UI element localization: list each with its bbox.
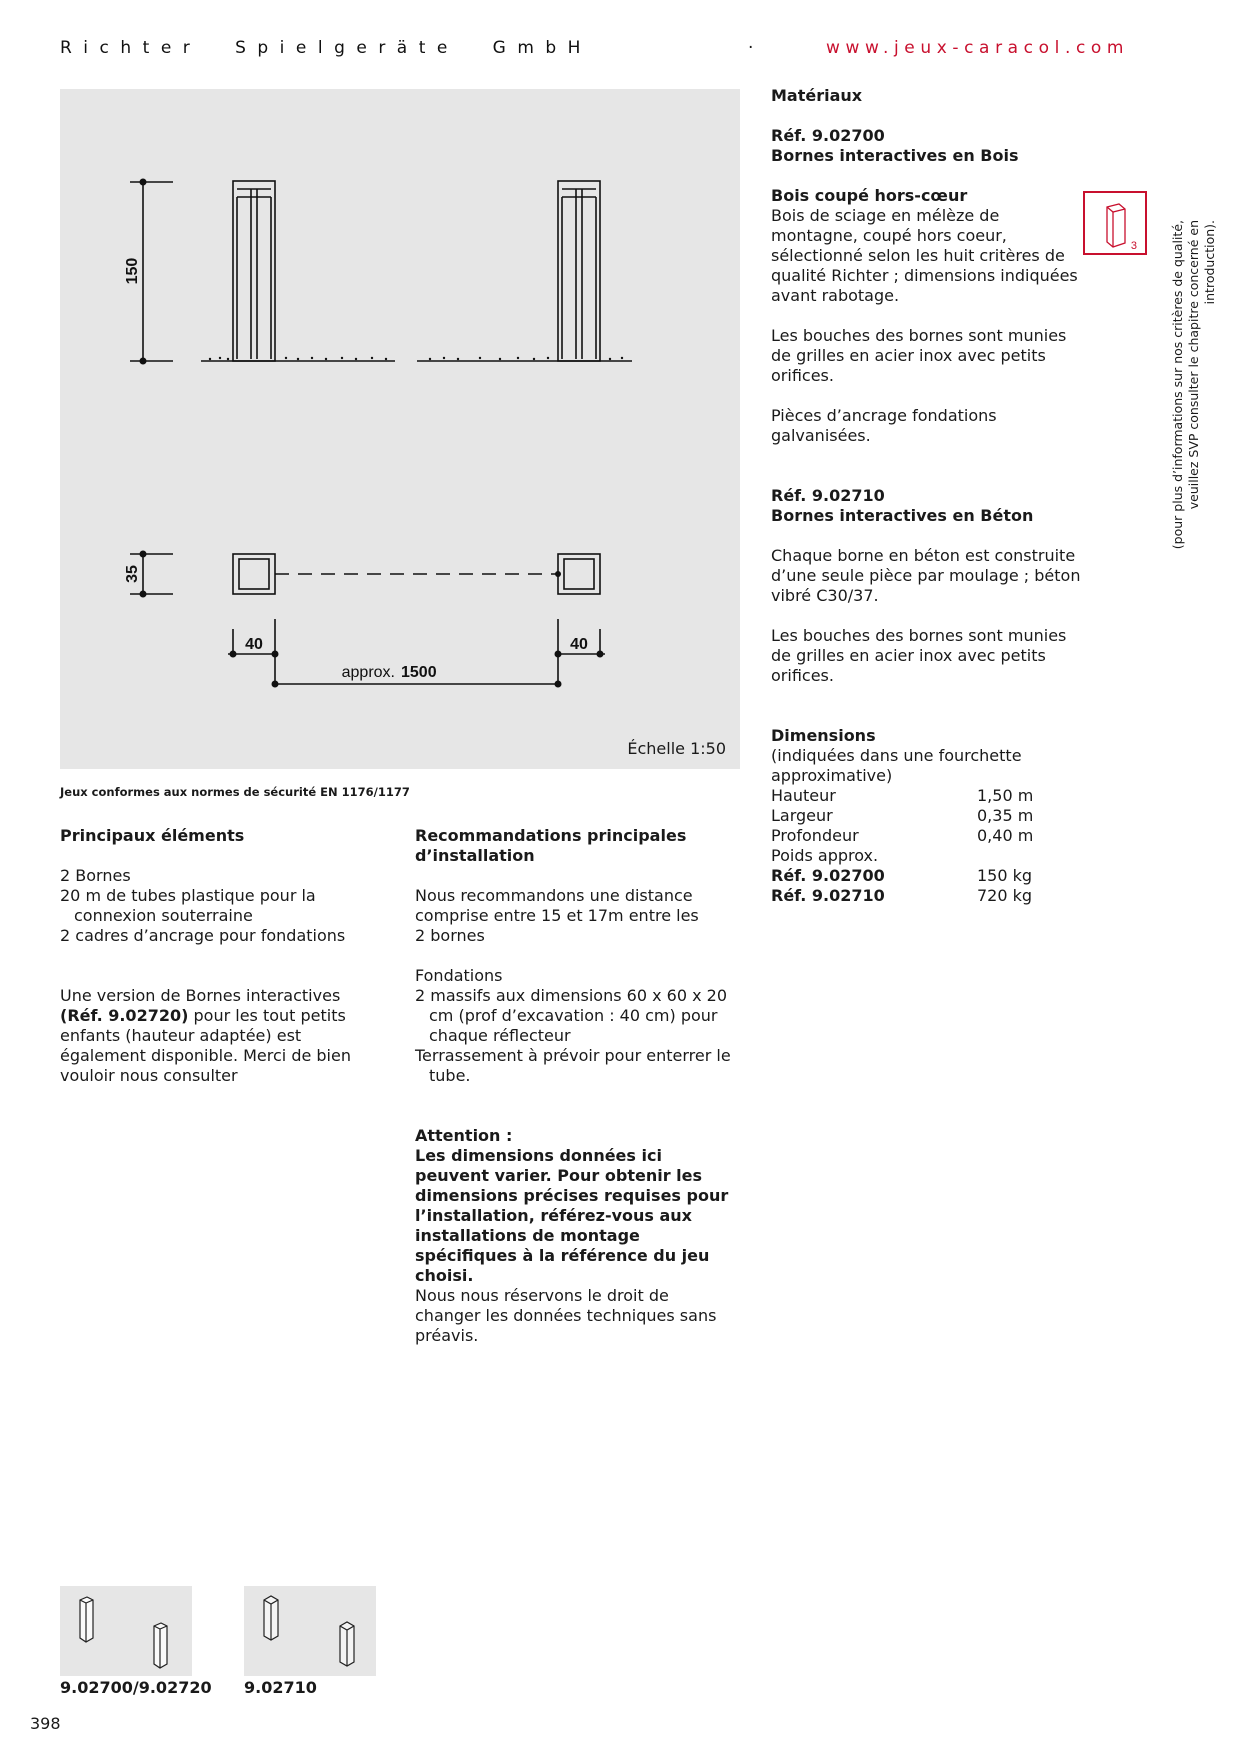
main-element-item: 2 cadres d’ancrage pour fondations (60, 926, 346, 945)
main-element-item: 2 Bornes (60, 866, 131, 885)
header-url[interactable]: www.jeux-caracol.com (826, 38, 1130, 58)
attention-bold-text: Les dimensions données ici peuvent varier. Pour obtenir les dimensions précises requises pour l’installation, référez-vous aux installations de montage spécifiques à la référence du jeu choisi. (415, 1146, 729, 1285)
side-note (1170, 220, 1217, 580)
distance-value: 1500 (401, 664, 437, 681)
height-dim-label: 150 (124, 257, 141, 285)
width-right-label: 40 (570, 636, 588, 653)
attention-text: Nous nous réservons le droit de changer les données techniques sans préavis. (415, 1286, 717, 1345)
installation-section (415, 826, 745, 1346)
grid-text-wood: Les bouches des bornes sont munies de grilles en acier inox avec petits orifices. (771, 326, 1067, 385)
wood-title: Bois coupé hors-cœur (771, 186, 968, 205)
version-note: Une version de Bornes interactives (Réf. 9.02720) pour les tout petits enfants (hauteur adaptée) est également disponible. Merci de bien vouloir nous consulter (60, 986, 351, 1085)
wood-icon-number: 3 (1130, 240, 1137, 252)
thumbnail-concrete[interactable] (244, 1586, 376, 1676)
wood-text: Bois de sciage en mélèze de montagne, coupé hors coeur, sélectionné selon les huit critères de qualité Richter ; dimensions indiquées avant rabotage. (771, 206, 1078, 305)
ref1-code: Réf. 9.02700 (771, 126, 885, 145)
wood-posts-icon (60, 1586, 192, 1676)
page-number: 398 (30, 1714, 61, 1733)
scale-label: Échelle 1:50 (627, 739, 726, 758)
dimensions-subtitle: (indiquées dans une fourchette approximative) (771, 746, 1022, 785)
foundations-item: 2 massifs aux dimensions 60 x 60 x 20 cm (prof d’excavation : 40 cm) pour chaque réflecteur (415, 986, 727, 1045)
right-post-elevation (558, 181, 600, 361)
wood-quality-icon (1083, 191, 1147, 255)
foundations-title: Fondations (415, 966, 503, 985)
side-note-line: (pour plus d’informations sur nos critères de qualité, (1170, 220, 1185, 550)
main-element-item: 20 m de tubes plastique pour la connexion souterraine (60, 886, 316, 925)
norms-note: Jeux conformes aux normes de sécurité EN 1176/1177 (60, 785, 410, 799)
table-row: Poids approx. (771, 846, 879, 865)
foundations-item: Terrassement à prévoir pour enterrer le tube. (415, 1046, 731, 1085)
materials-section (771, 86, 1083, 906)
table-row: Largeur 0,35 m (771, 806, 1034, 825)
concrete-text: Chaque borne en béton est construite d’une seule pièce par moulage ; béton vibré C30/37. (771, 546, 1081, 605)
installation-distance-text: Nous recommandons une distance comprise entre 15 et 17m entre les 2 bornes (415, 886, 699, 945)
ground-texture (140, 179, 624, 688)
table-row: Hauteur 1,50 m (771, 786, 1034, 805)
thumbnail-label: 9.02700/9.02720 (60, 1678, 212, 1697)
width-left-label: 40 (245, 636, 263, 653)
technical-drawing (60, 89, 740, 769)
main-elements-title: Principaux éléments (60, 826, 245, 845)
ref2-name: Bornes interactives en Béton (771, 506, 1034, 525)
main-elements-section (60, 826, 390, 1086)
technical-drawing-svg (60, 89, 740, 769)
dimensions-table (771, 786, 1033, 906)
depth-dim-label: 35 (124, 565, 141, 583)
installation-title: Recommandations principales d’installation (415, 826, 687, 865)
distance-prefix: approx. (341, 664, 395, 681)
concrete-posts-icon (244, 1586, 376, 1676)
thumbnail-label: 9.02710 (244, 1678, 317, 1697)
ref2-code: Réf. 9.02710 (771, 486, 885, 505)
left-post-elevation (233, 181, 275, 361)
thumbnail-wood[interactable] (60, 1586, 192, 1676)
anchor-text: Pièces d’ancrage fondations galvanisées. (771, 406, 997, 445)
grid-text-concrete: Les bouches des bornes sont munies de grilles en acier inox avec petits orifices. (771, 626, 1067, 685)
header-company: Richter Spielgeräte GmbH (60, 38, 592, 58)
version-ref: (Réf. 9.02720) (60, 1006, 189, 1025)
dimensions-title: Dimensions (771, 726, 876, 745)
attention-title: Attention : (415, 1126, 513, 1145)
materials-title: Matériaux (771, 86, 863, 105)
table-row: Réf. 9.02700 150 kg (771, 866, 1033, 885)
table-row: Réf. 9.02710 720 kg (771, 886, 1033, 905)
ref1-name: Bornes interactives en Bois (771, 146, 1019, 165)
side-note-line: veuillez SVP consulter le chapitre concerné en introduction). (1186, 220, 1217, 510)
table-row: Profondeur 0,40 m (771, 826, 1034, 845)
header-separator: · (748, 38, 754, 58)
